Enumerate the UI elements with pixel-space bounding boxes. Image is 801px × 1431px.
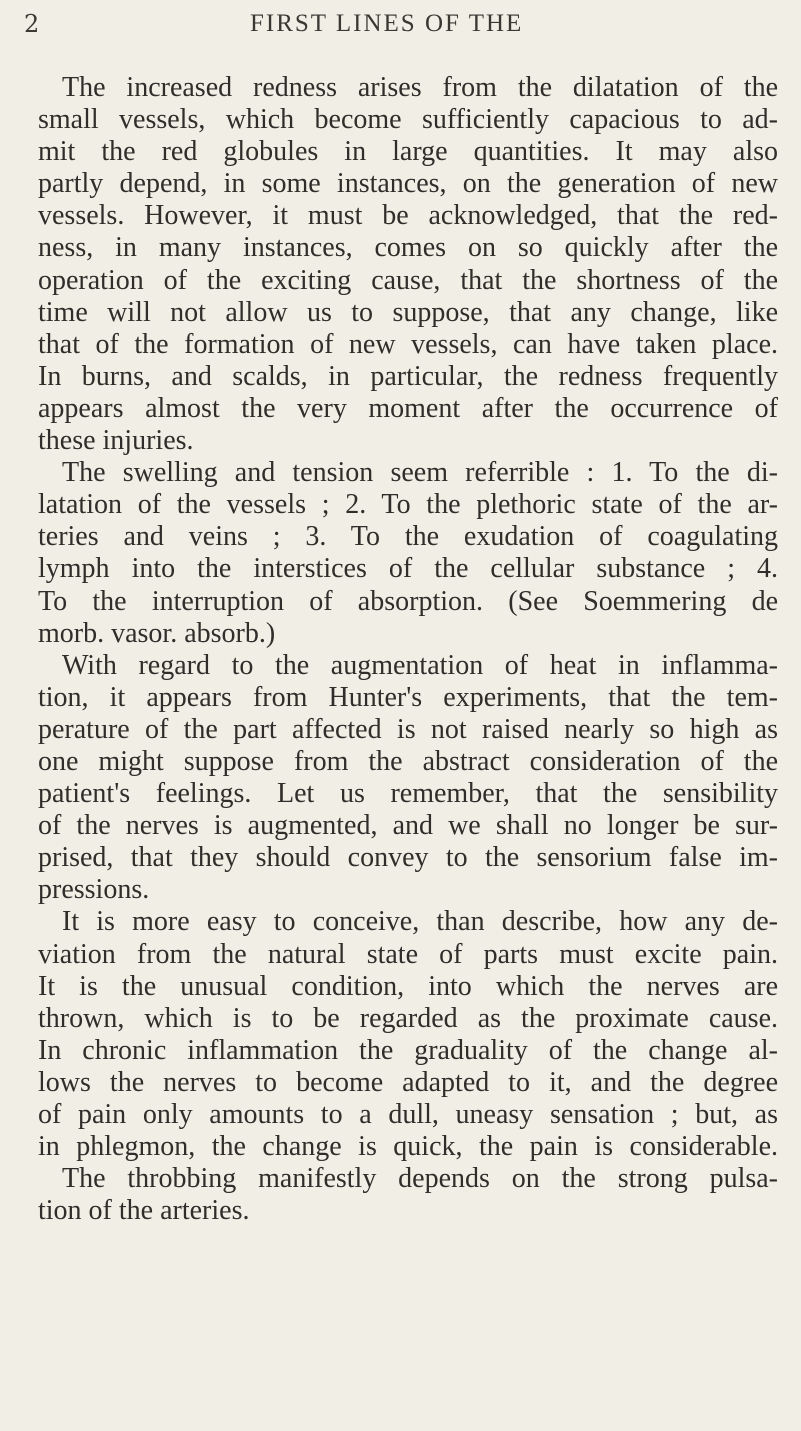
text-line: thrown, which is to be regarded as the proximate cause.	[38, 1002, 778, 1034]
text-line: in phlegmon, the change is quick, the pain is considerable.	[38, 1131, 778, 1163]
text-line: tion of the arteries.	[38, 1195, 250, 1227]
text-line: It is more easy to conceive, than describe, how any de-	[62, 906, 778, 938]
text-line: The throbbing manifestly depends on the strong pulsa-	[62, 1163, 778, 1195]
text-line: teries and veins ; 3. To the exudation of coagulating	[38, 521, 778, 553]
text-line: With regard to the augmentation of heat in inflamma-	[62, 649, 778, 681]
text-line: tion, it appears from Hunter's experiments, that the tem-	[38, 681, 778, 713]
text-line: The increased redness arises from the dilatation of the	[62, 72, 778, 103]
text-line: of the nerves is augmented, and we shall no longer be sur-	[38, 810, 778, 842]
running-head: FIRST LINES OF THE	[250, 10, 524, 37]
text-line: morb. vasor. absorb.)	[38, 617, 276, 649]
text-line: lymph into the interstices of the cellular substance ; 4.	[38, 553, 778, 585]
text-line: viation from the natural state of parts must excite pain.	[38, 938, 778, 970]
text-line: these injuries.	[38, 425, 194, 457]
text-line: one might suppose from the abstract consideration of the	[38, 745, 778, 777]
signature-mark: 2	[24, 10, 40, 38]
text-line: To the interruption of absorption. (See Soemmering de	[38, 585, 778, 617]
text-line: vessels. However, it must be acknowledged, that the red-	[38, 200, 778, 232]
text-line: that of the formation of new vessels, can have taken place.	[38, 328, 778, 360]
text-line: perature of the part affected is not raised nearly so high as	[38, 713, 778, 745]
text-line: lows the nerves to become adapted to it, and the degree	[38, 1066, 778, 1098]
text-line: pressions.	[38, 874, 150, 906]
text-line: mit the red globules in large quantities. It may also	[38, 136, 778, 168]
text-line: time will not allow us to suppose, that any change, like	[38, 296, 778, 328]
body-text	[38, 72, 778, 1227]
text-line: prised, that they should convey to the sensorium false im-	[38, 842, 778, 874]
text-line: ness, in many instances, comes on so quickly after the	[38, 232, 778, 264]
text-line: small vessels, which become sufficiently capacious to ad-	[38, 104, 778, 136]
text-line: patient's feelings. Let us remember, that the sensibility	[38, 778, 778, 810]
text-line: appears almost the very moment after the occurrence of	[38, 392, 778, 424]
text-line: In chronic inflammation the graduality of the change al-	[38, 1034, 778, 1066]
text-line: operation of the exciting cause, that the shortness of the	[38, 264, 778, 296]
text-line: partly depend, in some instances, on the generation of new	[38, 168, 778, 200]
text-line: In burns, and scalds, in particular, the redness frequently	[38, 360, 778, 392]
text-line: latation of the vessels ; 2. To the plethoric state of the ar-	[38, 489, 778, 521]
text-line: It is the unusual condition, into which the nerves are	[38, 970, 778, 1002]
text-line: of pain only amounts to a dull, uneasy sensation ; but, as	[38, 1099, 778, 1130]
text-line: The swelling and tension seem referrible : 1. To the di-	[62, 457, 778, 489]
